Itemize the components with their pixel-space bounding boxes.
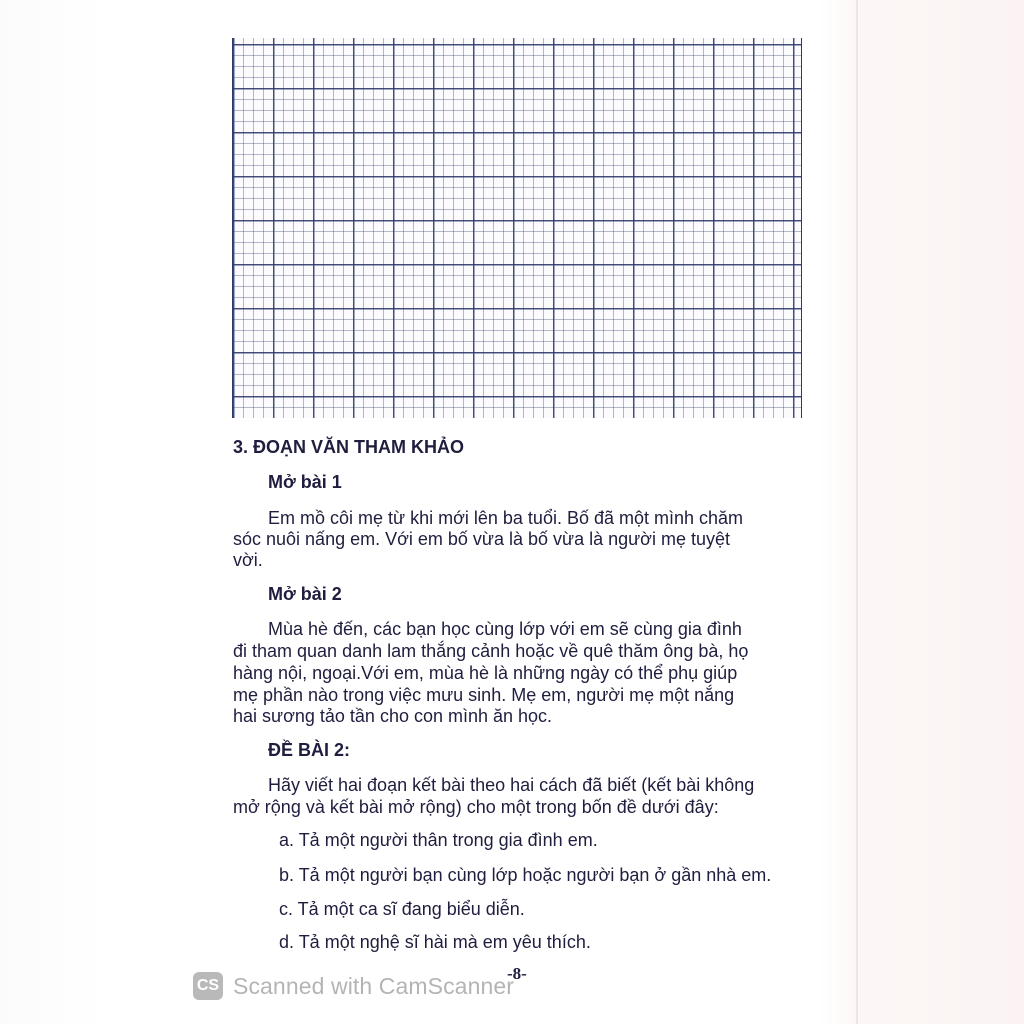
mo-bai-1-line-3: vời. xyxy=(233,550,263,570)
camscanner-watermark xyxy=(193,970,514,1002)
page-edge-shadow xyxy=(856,0,858,1024)
mo-bai-1-line-2: sóc nuôi nấng em. Với em bố vừa là bố vừa là người mẹ tuyệt xyxy=(233,529,731,549)
page-number: -8- xyxy=(507,964,527,983)
writing-grid xyxy=(232,38,802,418)
mo-bai-2-line-4: mẹ phần nào trong việc mưu sinh. Mẹ em, người mẹ một nắng xyxy=(233,685,735,705)
mo-bai-2-line-5: hai sương tảo tần cho con mình ăn học. xyxy=(233,706,553,726)
watermark-text: Scanned with CamScanner xyxy=(233,972,515,999)
mo-bai-2-heading: Mở bài 2 xyxy=(268,584,342,604)
mo-bai-2-line-3: hàng nội, ngoại.Với em, mùa hè là những ngày có thể phụ giúp xyxy=(233,663,738,683)
mo-bai-1-line-1: Em mồ côi mẹ từ khi mới lên ba tuổi. Bố đã một mình chăm xyxy=(268,508,744,528)
mo-bai-1-heading: Mở bài 1 xyxy=(268,472,342,492)
mo-bai-2-line-2: đi tham quan danh lam thắng cảnh hoặc về quê thăm ông bà, họ xyxy=(233,641,749,661)
de-bai-2-heading: ĐỀ BÀI 2: xyxy=(268,740,351,760)
de-bai-2-line-2: mở rộng và kết bài mở rộng) cho một trong bốn đề dưới đây: xyxy=(233,797,719,817)
option-a: a. Tả một người thân trong gia đình em. xyxy=(279,830,598,850)
mo-bai-2-line-1: Mùa hè đến, các bạn học cùng lớp với em sẽ cùng gia đình xyxy=(268,619,742,639)
de-bai-2-line-1: Hãy viết hai đoạn kết bài theo hai cách đã biết (kết bài không xyxy=(268,775,755,795)
option-c: c. Tả một ca sĩ đang biểu diễn. xyxy=(279,899,525,919)
option-d: d. Tả một nghệ sĩ hài mà em yêu thích. xyxy=(279,932,591,952)
section-title: 3. ĐOẠN VĂN THAM KHẢO xyxy=(233,437,465,457)
option-b: b. Tả một người bạn cùng lớp hoặc người bạn ở gần nhà em. xyxy=(279,865,772,885)
camscanner-logo-icon: CS xyxy=(193,972,223,1000)
